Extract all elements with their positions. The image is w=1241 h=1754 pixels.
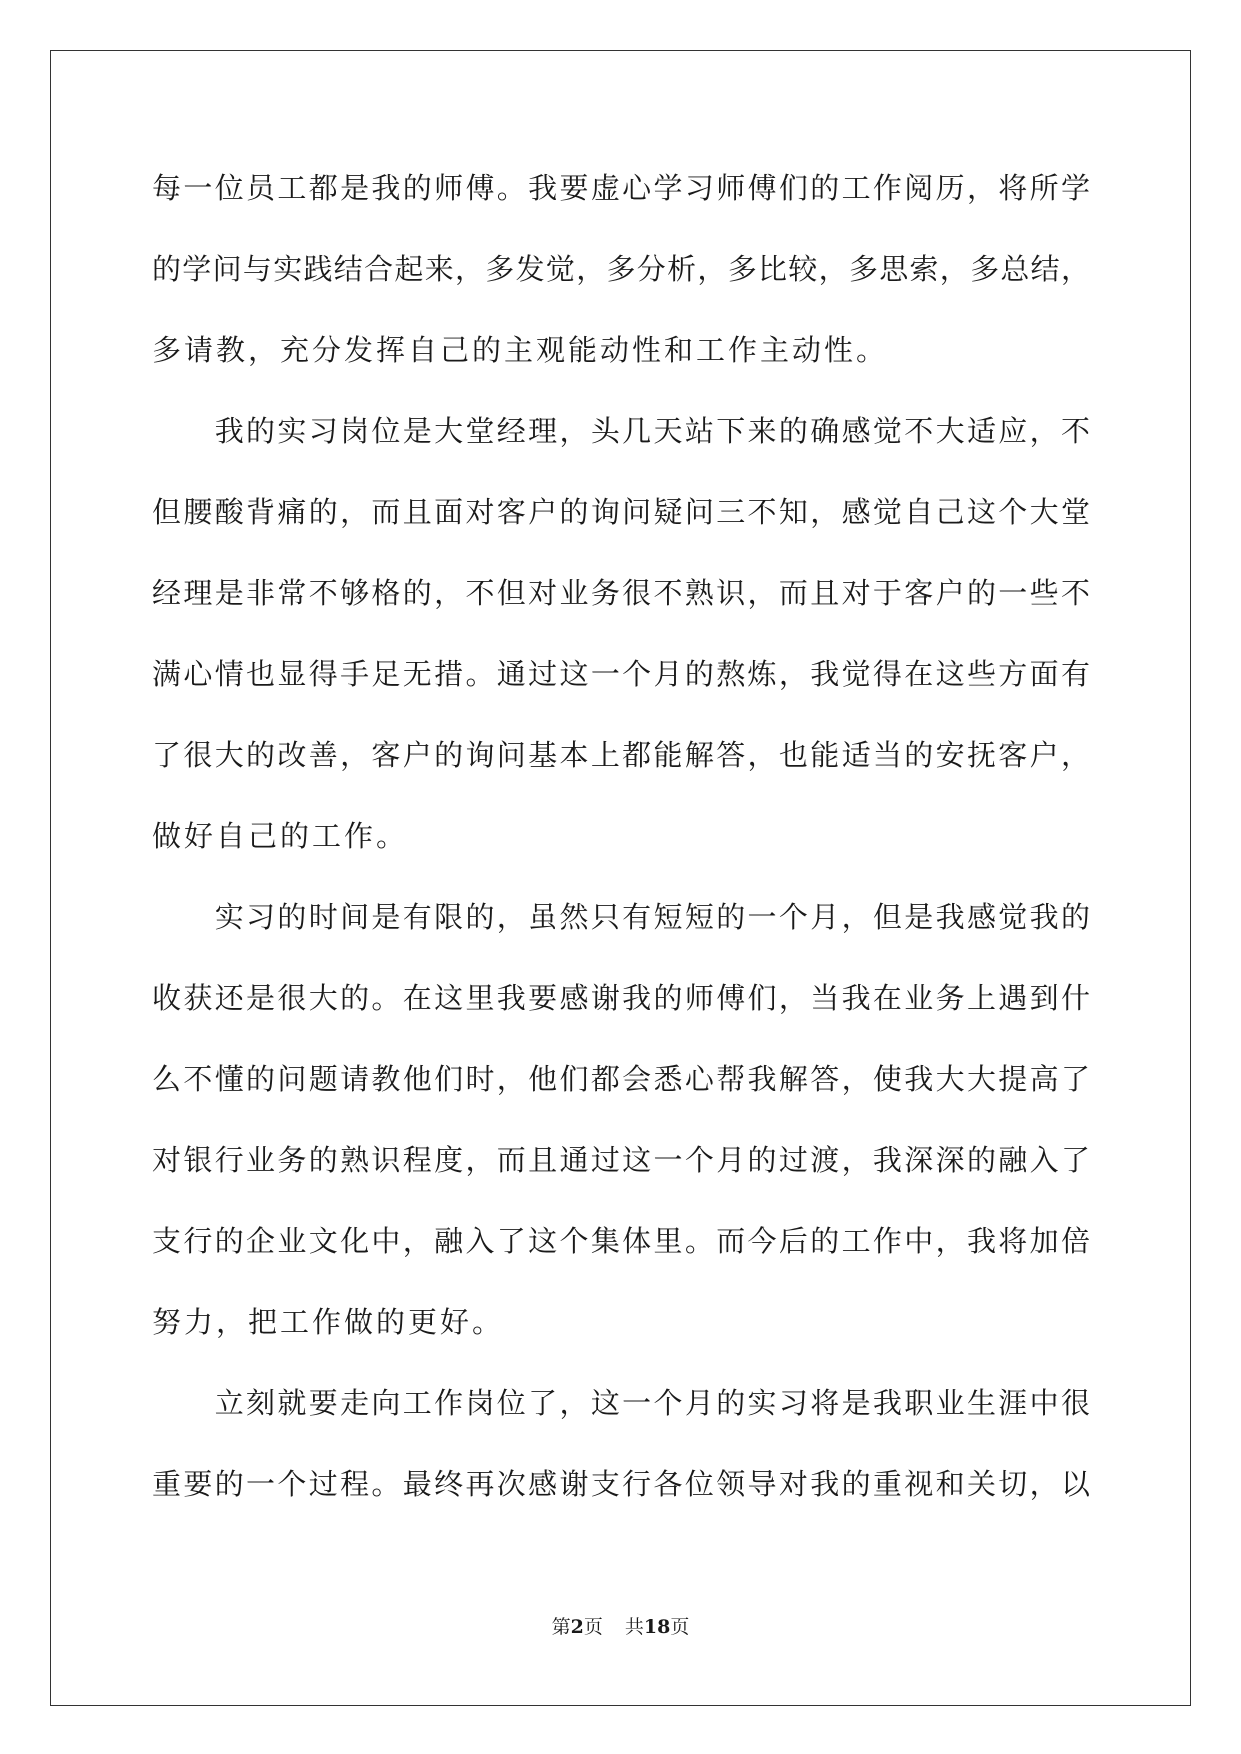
text-line: 重要的一个过程。最终再次感谢支行各位领导对我的重视和关切，以 (152, 1467, 1090, 1501)
text-line: 支行的企业文化中，融入了这个集体里。而今后的工作中，我将加倍 (152, 1224, 1090, 1258)
page-number: 2 (570, 1616, 584, 1638)
total-prefix: 共 (624, 1616, 644, 1638)
text-line: 立刻就要走向工作岗位了，这一个月的实习将是我职业生涯中很 (152, 1386, 1090, 1420)
page-suffix: 页 (583, 1616, 603, 1638)
total-pages: 18 (643, 1616, 671, 1638)
text-line: 满心情也显得手足无措。通过这一个月的熬炼，我觉得在这些方面有 (152, 657, 1090, 691)
text-line: 我的实习岗位是大堂经理，头几天站下来的确感觉不大适应，不 (152, 414, 1090, 448)
text-line: 多请教，充分发挥自己的主观能动性和工作主动性。 (152, 333, 889, 367)
text-line: 的学问与实践结合起来，多发觉，多分析，多比较，多思索，多总结， (152, 252, 1090, 286)
text-line: 实习的时间是有限的，虽然只有短短的一个月，但是我感觉我的 (152, 900, 1090, 934)
document-body (152, 162, 1090, 1539)
text-line: 么不懂的问题请教他们时，他们都会悉心帮我解答，使我大大提高了 (152, 1062, 1090, 1096)
page-footer (0, 1612, 1241, 1639)
text-line: 对银行业务的熟识程度，而且通过这一个月的过渡，我深深的融入了 (152, 1143, 1090, 1177)
text-line: 但腰酸背痛的，而且面对客户的询问疑问三不知，感觉自己这个大堂 (152, 495, 1090, 529)
total-suffix: 页 (670, 1616, 690, 1638)
text-line: 收获还是很大的。在这里我要感谢我的师傅们，当我在业务上遇到什 (152, 981, 1090, 1015)
page-prefix: 第 (551, 1616, 571, 1638)
text-line: 努力，把工作做的更好。 (152, 1305, 505, 1339)
text-line: 经理是非常不够格的，不但对业务很不熟识，而且对于客户的一些不 (152, 576, 1090, 610)
text-line: 每一位员工都是我的师傅。我要虚心学习师傅们的工作阅历，将所学 (152, 171, 1090, 205)
text-line: 做好自己的工作。 (152, 819, 409, 853)
text-line: 了很大的改善，客户的询问基本上都能解答，也能适当的安抚客户， (152, 738, 1090, 772)
